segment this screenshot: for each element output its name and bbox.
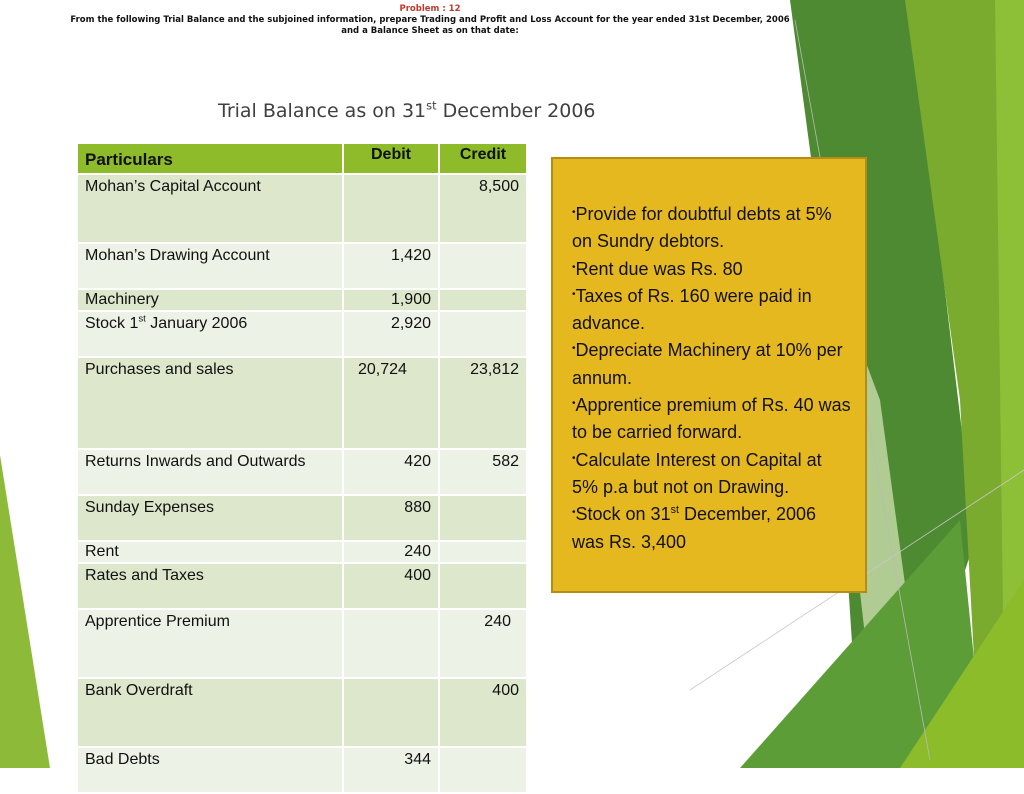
bullet-icon: • [572,288,576,300]
table-row [77,747,527,793]
cell-credit [439,243,527,289]
cell-debit: 1,900 [343,289,439,311]
table-row [77,357,527,449]
note-text-suffix: December, 2006 was Rs. 3,400 [572,504,817,552]
cell-credit [439,311,527,357]
table-row [77,678,527,747]
note-item [572,337,851,392]
note-text: Provide for doubtful debts at 5% on Sundry debtors. [572,204,832,252]
note-text: Calculate Interest on Capital at 5% p.a but not on Drawing. [572,449,822,497]
note-item [572,256,851,283]
table-row [77,563,527,609]
note-text-prefix: Stock on 31 [575,504,671,525]
cell-debit: 1,420 [343,243,439,289]
cell-particulars: Bank Overdraft [77,678,343,747]
problem-description: From the following Trial Balance and the subjoined information, prepare Trading and Profit and Loss Account for the year ended 31st December, 2006 and a Balance Sheet as on that date: [70,15,790,36]
adjustments-note-box [551,157,867,593]
cell-credit [439,289,527,311]
bullet-icon: • [572,398,576,410]
cell-debit [343,678,439,747]
problem-header [60,4,800,37]
table-row [77,174,527,243]
cell-debit [343,609,439,678]
note-item [572,447,851,502]
header-particulars: Particulars [77,143,343,174]
table-row [77,541,527,563]
cell-particulars: Apprentice Premium [77,609,343,678]
problem-title: Problem : 12 [399,4,461,14]
cell-debit: 2,920 [343,311,439,357]
note-item [572,501,851,556]
cell-credit: 8,500 [439,174,527,243]
cell-credit: 240 [439,609,527,678]
cell-debit [343,174,439,243]
cell-debit: 344 [343,747,439,793]
slide-title-prefix: Trial Balance as on 31 [218,100,427,122]
table-row [77,609,527,678]
cell-particulars: Sunday Expenses [77,495,343,541]
cell-credit [439,747,527,793]
note-text: Apprentice premium of Rs. 40 was to be carried forward. [572,395,851,443]
bullet-icon: • [572,507,576,519]
cell-debit: 20,724 [343,357,439,449]
cell-particulars-prefix: Stock 1 [85,315,139,332]
cell-debit: 420 [343,449,439,495]
cell-particulars: Machinery [77,289,343,311]
cell-particulars: Mohan’s Capital Account [77,174,343,243]
note-text-sup: st [670,504,679,517]
bullet-icon: • [572,343,576,355]
note-text: Depreciate Machinery at 10% per annum. [572,340,843,388]
cell-credit: 23,812 [439,357,527,449]
cell-credit [439,563,527,609]
note-item [572,392,851,447]
slide-title-sup: st [426,98,437,113]
cell-particulars: Bad Debts [77,747,343,793]
slide-title-suffix: December 2006 [436,100,596,122]
note-text: Rent due was Rs. 80 [575,258,743,279]
note-text: Taxes of Rs. 160 were paid in advance. [572,285,812,334]
header-credit: Credit [439,143,527,174]
cell-credit [439,495,527,541]
cell-particulars: Purchases and sales [77,357,343,449]
cell-debit: 400 [343,563,439,609]
trial-balance-table [76,142,528,794]
table-row [77,311,527,357]
left-green-triangle [0,455,50,768]
cell-particulars: Rent [77,541,343,563]
cell-particulars: Mohan’s Drawing Account [77,243,343,289]
header-debit: Debit [343,143,439,174]
table-row [77,449,527,495]
cell-credit [439,541,527,563]
bullet-icon: • [572,261,576,273]
slide-title [218,100,596,122]
cell-particulars: Returns Inwards and Outwards [77,449,343,495]
cell-debit: 240 [343,541,439,563]
note-item [572,201,851,256]
table-row [77,289,527,311]
table-row [77,495,527,541]
bullet-icon: • [572,452,576,464]
cell-credit: 400 [439,678,527,747]
table-header-row [77,143,527,174]
note-item [572,283,851,338]
cell-credit: 582 [439,449,527,495]
cell-debit: 880 [343,495,439,541]
table-row [77,243,527,289]
cell-particulars-sup: st [138,313,146,325]
bullet-icon: • [572,207,576,218]
cell-particulars: Rates and Taxes [77,563,343,609]
cell-particulars [77,311,343,357]
cell-particulars-suffix: January 2006 [145,315,248,332]
